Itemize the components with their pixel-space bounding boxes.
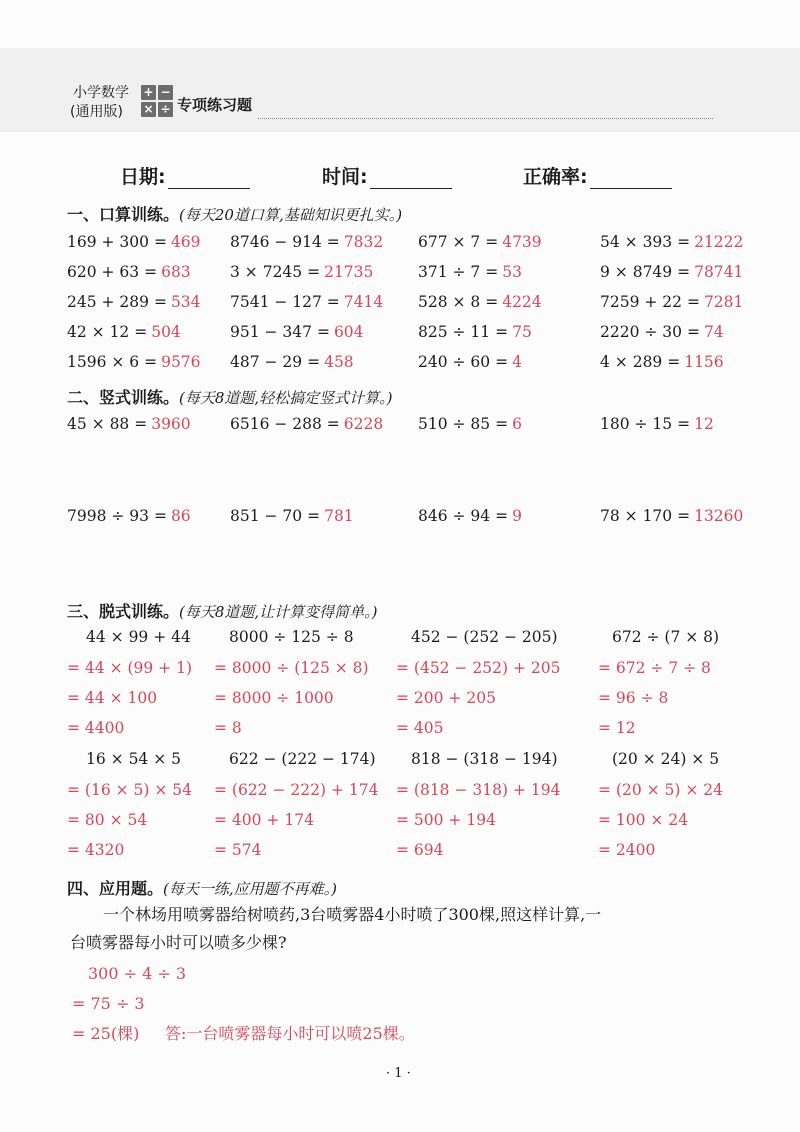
equation-answer: 781 xyxy=(324,507,354,525)
equation-answer: 12 xyxy=(694,415,714,433)
equation xyxy=(230,262,373,282)
equation-answer: 21735 xyxy=(324,263,374,281)
solution-line-2: = 75 ÷ 3 xyxy=(72,994,145,1013)
equation-question: 78 × 170 = xyxy=(600,507,691,525)
stepwise-step: = 4400 xyxy=(67,719,125,737)
equation-answer: 9576 xyxy=(161,353,201,371)
equation-question: 240 ÷ 60 = xyxy=(418,353,509,371)
equation-answer: 469 xyxy=(170,233,201,251)
equation-question: 846 ÷ 94 = xyxy=(418,507,509,525)
equation xyxy=(418,414,522,434)
equation xyxy=(600,262,743,282)
section-oral-title: 一、口算训练。(每天20道口算,基础知识更扎实。) xyxy=(67,205,403,224)
equation xyxy=(418,262,522,282)
equation xyxy=(600,352,724,372)
equation-question: 371 ÷ 7 = xyxy=(418,263,499,281)
section-stepwise-title: 三、脱式训练。(每天8道题,让计算变得简单。) xyxy=(67,602,378,621)
answer-sentence: 答:一台喷雾器每小时可以喷25棵。 xyxy=(165,1024,415,1043)
equation-answer: 74 xyxy=(703,323,724,341)
equation xyxy=(600,292,743,312)
equation xyxy=(67,232,201,252)
equation-question: 3 × 7245 = xyxy=(230,263,321,281)
equation-question: 7541 − 127 = xyxy=(230,293,340,311)
equation-question: 42 × 12 = xyxy=(67,323,148,341)
equation xyxy=(600,414,714,434)
equation-answer: 604 xyxy=(333,323,364,341)
equation-answer: 683 xyxy=(161,263,191,281)
stepwise-step: = 500 + 194 xyxy=(396,811,496,829)
equation xyxy=(67,262,191,282)
solution-line-3: = 25(棵) xyxy=(72,1024,140,1043)
equation-question: 528 × 8 = xyxy=(418,293,499,311)
equation xyxy=(230,352,354,372)
equation xyxy=(67,292,201,312)
equation xyxy=(600,322,724,342)
solution-line-1: 300 ÷ 4 ÷ 3 xyxy=(88,964,187,983)
equation xyxy=(418,292,542,312)
page-title: 专项练习题 xyxy=(177,96,253,114)
stepwise-step: = 8000 ÷ 1000 xyxy=(214,689,334,707)
equation xyxy=(230,414,383,434)
equation-question: 825 ÷ 11 = xyxy=(418,323,509,341)
stepwise-question: 622 − (222 − 174) xyxy=(229,750,376,768)
stepwise-step: = (818 − 318) + 194 xyxy=(396,781,561,799)
stepwise-question: 16 × 54 × 5 xyxy=(86,750,181,768)
minus-icon: − xyxy=(158,85,173,100)
equation-answer: 4 xyxy=(512,353,522,371)
equation-question: 1596 × 6 = xyxy=(67,353,158,371)
stepwise-step: = 12 xyxy=(598,719,636,737)
equation-answer: 6 xyxy=(512,415,522,433)
divide-icon: ÷ xyxy=(158,102,173,117)
equation-question: 851 − 70 = xyxy=(230,507,321,525)
time-field xyxy=(322,162,452,189)
date-label: 日期: xyxy=(120,166,166,188)
stepwise-step: = 8000 ÷ (125 × 8) xyxy=(214,659,369,677)
equation-answer: 7414 xyxy=(343,293,384,311)
edition-label: (通用版) xyxy=(70,104,123,120)
equation-question: 7998 ÷ 93 = xyxy=(67,507,167,525)
equation-question: 510 ÷ 85 = xyxy=(418,415,509,433)
equation xyxy=(600,506,743,526)
equation-answer: 3960 xyxy=(151,415,191,433)
stepwise-question: 44 × 99 + 44 xyxy=(86,628,191,646)
stepwise-step: = 100 × 24 xyxy=(598,811,689,829)
equation-answer: 4224 xyxy=(502,293,542,311)
equation-answer: 458 xyxy=(324,353,354,371)
equation-question: 7259 + 22 = xyxy=(600,293,700,311)
stepwise-step: = 405 xyxy=(396,719,444,737)
equation-question: 620 + 63 = xyxy=(67,263,158,281)
stepwise-step: = 694 xyxy=(396,841,444,859)
equation-answer: 7281 xyxy=(703,293,744,311)
header-rule xyxy=(258,118,713,119)
equation-question: 487 − 29 = xyxy=(230,353,321,371)
times-icon: × xyxy=(141,102,156,117)
equation-question: 2220 ÷ 30 = xyxy=(600,323,700,341)
equation-answer: 6228 xyxy=(343,415,384,433)
stepwise-step: = 8 xyxy=(214,719,242,737)
stepwise-step: = 2400 xyxy=(598,841,656,859)
problem-line-1: 一个林场用喷雾器给树喷药,3台喷雾器4小时喷了300棵,照这样计算,一 xyxy=(103,905,602,924)
equation xyxy=(600,232,743,252)
stepwise-step: = (452 − 252) + 205 xyxy=(396,659,561,677)
equation xyxy=(67,322,181,342)
equation xyxy=(230,322,364,342)
problem-line-2: 台喷雾器每小时可以喷多少棵? xyxy=(70,933,287,952)
stepwise-question: 452 − (252 − 205) xyxy=(411,628,558,646)
plus-icon: + xyxy=(141,85,156,100)
stepwise-step: = 4320 xyxy=(67,841,125,859)
equation-question: 169 + 300 = xyxy=(67,233,167,251)
equation-answer: 504 xyxy=(151,323,181,341)
time-blank[interactable] xyxy=(370,168,452,189)
accuracy-label: 正确率: xyxy=(523,166,588,188)
stepwise-step: = (622 − 222) + 174 xyxy=(214,781,379,799)
accuracy-field xyxy=(523,162,672,189)
page-number: · 1 · xyxy=(386,1066,411,1081)
equation-answer: 534 xyxy=(170,293,201,311)
equation-answer: 21222 xyxy=(694,233,744,251)
equation xyxy=(230,292,383,312)
equation-answer: 75 xyxy=(512,323,532,341)
equation-question: 54 × 393 = xyxy=(600,233,691,251)
equation-answer: 4739 xyxy=(502,233,542,251)
equation-answer: 9 xyxy=(512,507,522,525)
equation-answer: 78741 xyxy=(694,263,744,281)
equation xyxy=(418,506,522,526)
equation-answer: 13260 xyxy=(694,507,744,525)
stepwise-step: = (20 × 5) × 24 xyxy=(598,781,723,799)
stepwise-step: = 574 xyxy=(214,841,262,859)
stepwise-step: = 80 × 54 xyxy=(67,811,148,829)
stepwise-step: = 672 ÷ 7 ÷ 8 xyxy=(598,659,711,677)
stepwise-step: = 400 + 174 xyxy=(214,811,314,829)
operators-icon xyxy=(141,85,173,117)
equation xyxy=(67,414,191,434)
accuracy-blank[interactable] xyxy=(590,168,672,189)
equation xyxy=(67,506,191,526)
date-blank[interactable] xyxy=(168,168,250,189)
section-vertical-title: 二、竖式训练。(每天8道题,轻松搞定竖式计算。) xyxy=(67,388,393,407)
stepwise-question: 672 ÷ (7 × 8) xyxy=(612,628,720,646)
stepwise-question: 818 − (318 − 194) xyxy=(411,750,558,768)
equation xyxy=(418,232,542,252)
equation-answer: 7832 xyxy=(343,233,384,251)
equation xyxy=(230,506,354,526)
equation-question: 677 × 7 = xyxy=(418,233,499,251)
section-application-title: 四、应用题。(每天一练,应用题不再难。) xyxy=(67,879,337,898)
equation-answer: 1156 xyxy=(684,353,724,371)
equation xyxy=(230,232,383,252)
stepwise-step: = 44 × (99 + 1) xyxy=(67,659,192,677)
equation-question: 6516 − 288 = xyxy=(230,415,340,433)
subject-label: 小学数学 xyxy=(73,85,129,101)
equation xyxy=(67,352,201,372)
equation-question: 4 × 289 = xyxy=(600,353,681,371)
stepwise-question: 8000 ÷ 125 ÷ 8 xyxy=(229,628,354,646)
date-field xyxy=(120,162,250,189)
equation-question: 9 × 8749 = xyxy=(600,263,691,281)
stepwise-step: = 44 × 100 xyxy=(67,689,158,707)
equation-question: 951 − 347 = xyxy=(230,323,330,341)
stepwise-step: = 96 ÷ 8 xyxy=(598,689,669,707)
stepwise-question: (20 × 24) × 5 xyxy=(612,750,720,768)
time-label: 时间: xyxy=(322,166,368,188)
equation-question: 8746 − 914 = xyxy=(230,233,340,251)
equation-question: 180 ÷ 15 = xyxy=(600,415,691,433)
equation xyxy=(418,352,522,372)
equation-answer: 53 xyxy=(502,263,522,281)
equation-question: 45 × 88 = xyxy=(67,415,148,433)
equation-question: 245 + 289 = xyxy=(67,293,167,311)
equation-answer: 86 xyxy=(170,507,191,525)
equation xyxy=(418,322,532,342)
stepwise-step: = 200 + 205 xyxy=(396,689,496,707)
stepwise-step: = (16 × 5) × 54 xyxy=(67,781,192,799)
